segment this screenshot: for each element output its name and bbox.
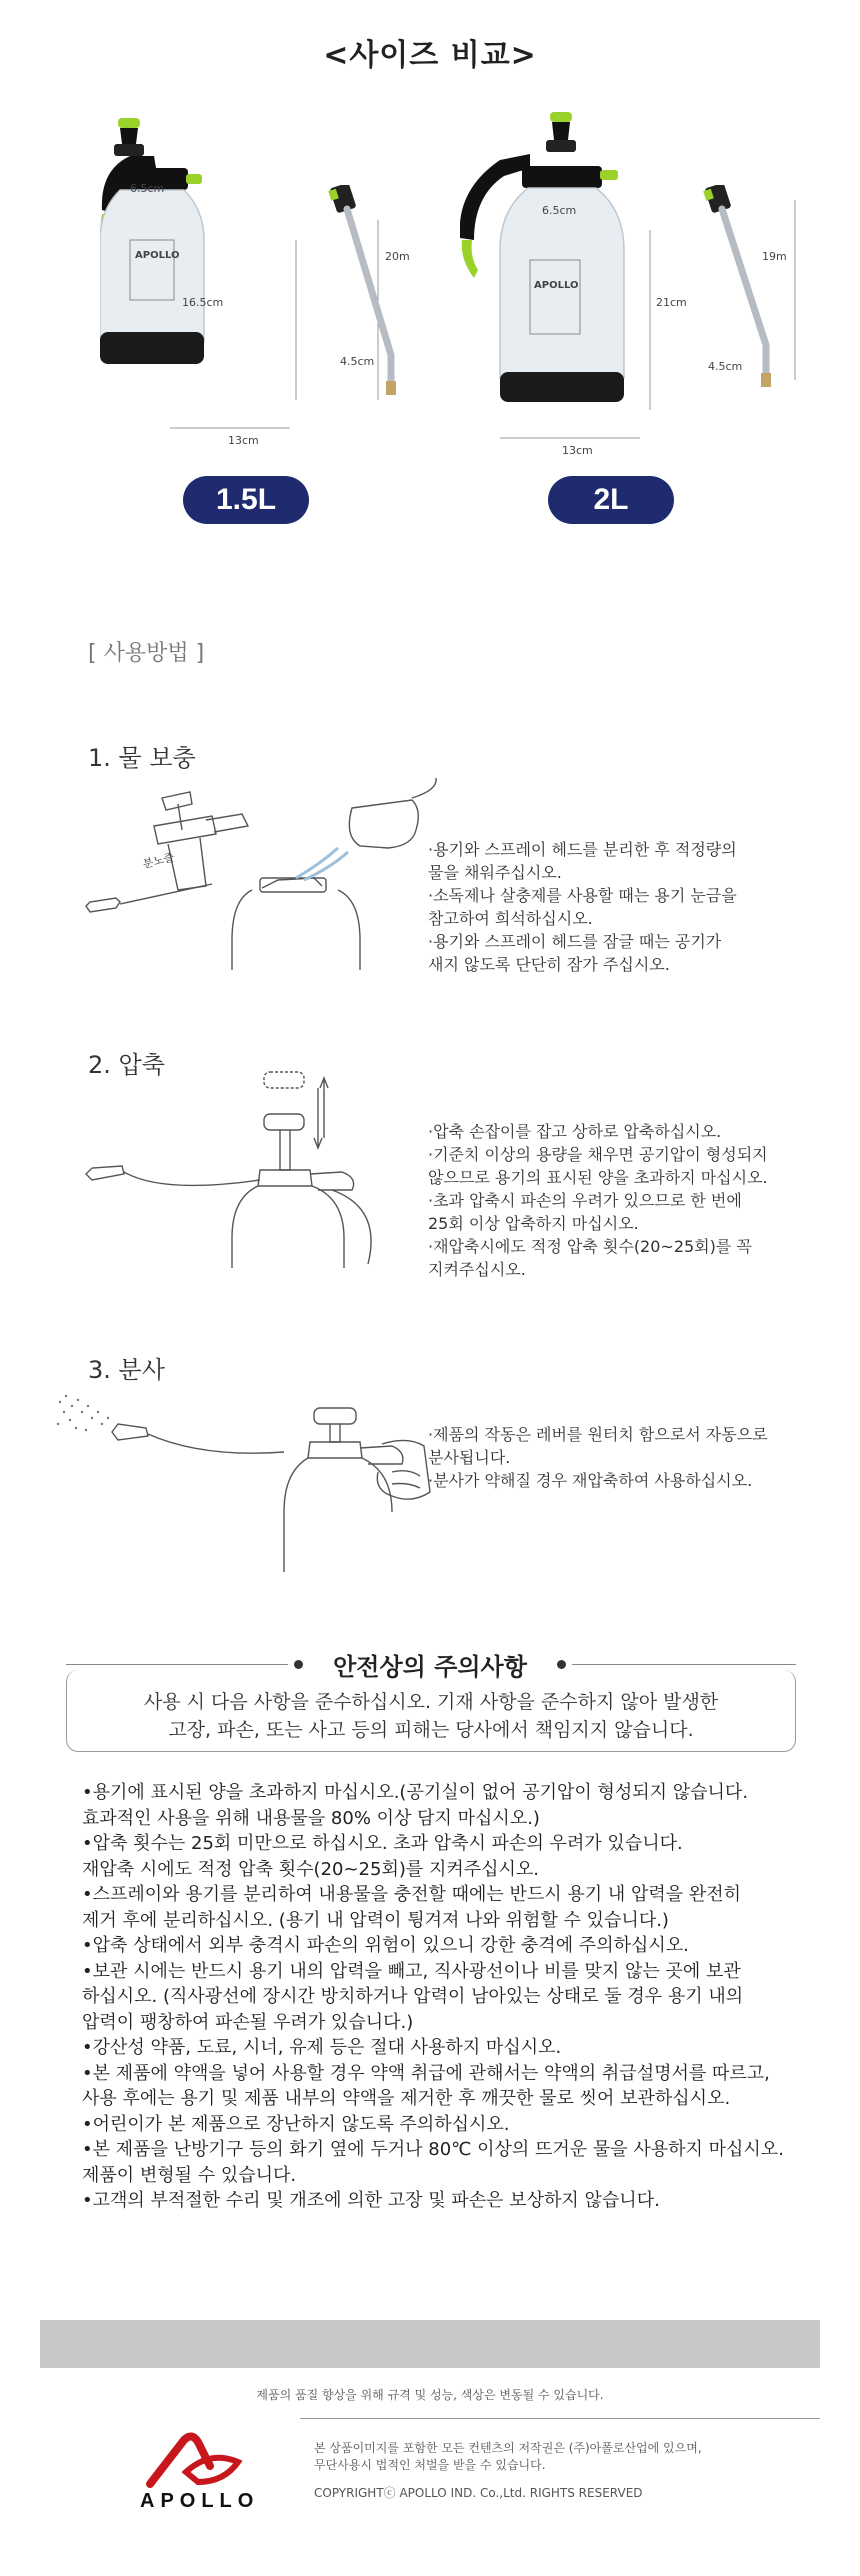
bottle-label: APOLLO xyxy=(534,280,579,291)
warning-item: •어린이가 본 제품으로 장난하지 않도록 주의하십시오. xyxy=(82,2113,510,2135)
step-3-bullets xyxy=(428,1423,838,1492)
safety-divider-right xyxy=(572,1664,796,1665)
base-width-label: 13cm xyxy=(228,434,259,447)
warning-item: 제거 후에 분리하십시오. (용기 내 압력이 튕겨져 나와 위험할 수 있습니다.) xyxy=(82,1909,669,1931)
warning-item: 재압축 시에도 적정 압축 횟수(20~25회)를 지켜주십시오. xyxy=(82,1858,540,1880)
height-label: 16.5cm xyxy=(182,296,224,309)
step-2-illustration xyxy=(82,1068,442,1268)
warning-item: •용기에 표시된 양을 초과하지 마십시오.(공기실이 없어 공기압이 형성되지 않습니다. xyxy=(82,1782,749,1803)
warning-list xyxy=(82,1780,822,2214)
warning-item: •강산성 약품, 도료, 시너, 유제 등은 절대 사용하지 마십시오. xyxy=(82,2037,562,2058)
size-compare-title: <사이즈 비교> xyxy=(323,38,537,73)
warning-item: 하십시오. (직사광선에 장시간 방치하거나 압력이 남아있는 상태로 둘 경우 용기 내의 xyxy=(82,1986,744,2007)
step-1-bullet: ·용기와 스프레이 헤드를 잠글 때는 공기가 xyxy=(428,932,722,951)
safety-intro xyxy=(66,1688,796,1744)
step-2-bullet: 않으므로 용기의 표시된 양을 초과하지 마십시오. xyxy=(428,1168,768,1187)
copyright-line: 무단사용시 법적인 처벌을 받을 수 있습니다. xyxy=(314,2458,546,2472)
warning-item: •본 제품을 난방기구 등의 화기 옆에 두거나 80℃ 이상의 뜨거운 물을 사용하지 마십시오. xyxy=(82,2139,784,2160)
warning-item: 사용 후에는 용기 및 제품 내부의 약액을 제거한 후 깨끗한 물로 씻어 보관하십시오. xyxy=(82,2088,731,2109)
capacity-badge-1-5l: 1.5L xyxy=(183,476,309,524)
warning-item: 효과적인 사용을 위해 내용물을 80% 이상 담지 마십시오.) xyxy=(82,1807,540,1829)
warning-item: •압축 상태에서 외부 충격시 파손의 위험이 있으니 강한 충격에 주의하십시오. xyxy=(82,1935,689,1956)
step-3-bullet: ·분사가 약해질 경우 재압축하여 사용하십시오. xyxy=(428,1471,753,1490)
footer-divider xyxy=(300,2418,820,2419)
step-2-bullet: ·재압축시에도 적정 압축 횟수(20~25회)를 꼭 xyxy=(428,1237,752,1256)
step-1-bullet: 새지 않도록 단단히 잠가 주십시오. xyxy=(428,955,670,974)
height-label: 21cm xyxy=(656,296,687,309)
step-1-bullets xyxy=(428,838,838,976)
step-1-bullet: ·소독제나 살충제를 사용할 때는 용기 눈금을 xyxy=(428,886,737,905)
copyright-english: COPYRIGHTⓒ APOLLO IND. Co.,Ltd. RIGHTS RESERVED xyxy=(314,2486,643,2500)
step-2-bullets xyxy=(428,1120,838,1281)
cap-width-label: 6.5cm xyxy=(130,182,165,195)
step-1-bullet: 참고하여 희석하십시오. xyxy=(428,909,593,928)
copyright-line: 본 상품이미지를 포함한 모든 컨텐츠의 저작권은 (주)아폴로산업에 있으며, xyxy=(314,2441,702,2455)
cap-width-label: 6.5cm xyxy=(542,204,577,217)
capacity-badge-2l: 2L xyxy=(548,476,674,524)
step-3-bullet: 분사됩니다. xyxy=(428,1448,511,1467)
warning-item: •보관 시에는 반드시 용기 내의 압력을 빼고, 직사광선이나 비를 맞지 않는 곳에 보관 xyxy=(82,1960,741,1982)
quality-note: 제품의 품질 향상을 위해 규격 및 성능, 색상은 변동될 수 있습니다. xyxy=(256,2388,604,2402)
brand-wordmark: APOLLO xyxy=(140,2490,260,2512)
step-1-bullet: 물을 채워주십시오. xyxy=(428,863,562,882)
warning-item: •본 제품에 약액을 넣어 사용할 경우 약액 취급에 관해서는 약액의 취급설명서를 따르고, xyxy=(82,2062,770,2084)
warning-item: •스프레이와 용기를 분리하여 내용물을 충전할 때에는 반드시 용기 내 압력을 완전히 xyxy=(82,1884,742,1905)
step-2-bullet: ·압축 손잡이를 잡고 상하로 압축하십시오. xyxy=(428,1122,722,1141)
nozzle-tip-label: 4.5cm xyxy=(340,355,375,368)
step-2-bullet: 지켜주십시오. xyxy=(428,1260,526,1279)
warning-item: 제품이 변형될 수 있습니다. xyxy=(82,2164,297,2186)
warning-item: 압력이 팽창하여 파손될 우려가 있습니다.) xyxy=(82,2011,414,2033)
warning-item: •압축 횟수는 25회 미만으로 하십시오. 초과 압축시 파손의 우려가 있습니다. xyxy=(82,1833,683,1854)
step-1-title: 1. 물 보충 xyxy=(88,744,196,772)
warning-item: •고객의 부적절한 수리 및 개조에 의한 고장 및 파손은 보상하지 않습니다. xyxy=(82,2190,660,2211)
step-3-illustration xyxy=(52,1372,432,1572)
usage-heading: [ 사용방법 ] xyxy=(88,641,205,666)
step-1-bullet: ·용기와 스프레이 헤드를 분리한 후 적정량의 xyxy=(428,840,737,859)
step-3-bullet: ·제품의 작동은 레버를 원터치 함으로서 자동으로 xyxy=(428,1425,768,1444)
safety-intro-line: 고장, 파손, 또는 사고 등의 피해는 당사에서 책임지지 않습니다. xyxy=(168,1719,694,1741)
step-2-bullet: 25회 이상 압축하지 마십시오. xyxy=(428,1214,639,1233)
safety-dot-right xyxy=(557,1660,566,1669)
nozzle-length-label: 19m xyxy=(762,250,787,263)
step-3-title: 3. 분사 xyxy=(88,1356,165,1384)
step-2-bullet: ·기준치 이상의 용량을 채우면 공기압이 형성되지 xyxy=(428,1145,768,1164)
safety-intro-line: 사용 시 다음 사항을 준수하십시오. 기재 사항을 준수하지 않아 발생한 xyxy=(143,1691,719,1713)
base-width-label: 13cm xyxy=(562,444,593,457)
nozzle-length-label: 20m xyxy=(385,250,410,263)
step-1-illustration xyxy=(82,770,442,970)
copyright-notice xyxy=(314,2440,702,2474)
step-2-title: 2. 압축 xyxy=(88,1051,165,1079)
footer-gray-bar xyxy=(40,2320,820,2368)
nozzle-tip-label: 4.5cm xyxy=(708,360,743,373)
safety-title: 안전상의 주의사항 xyxy=(333,1653,527,1681)
bottle-label: APOLLO xyxy=(135,250,180,261)
apollo-logo-icon xyxy=(140,2432,250,2488)
step-2-bullet: ·초과 압축시 파손의 우려가 있으므로 한 번에 xyxy=(428,1191,742,1210)
step-1-part-label: 분노즐 xyxy=(141,850,176,871)
